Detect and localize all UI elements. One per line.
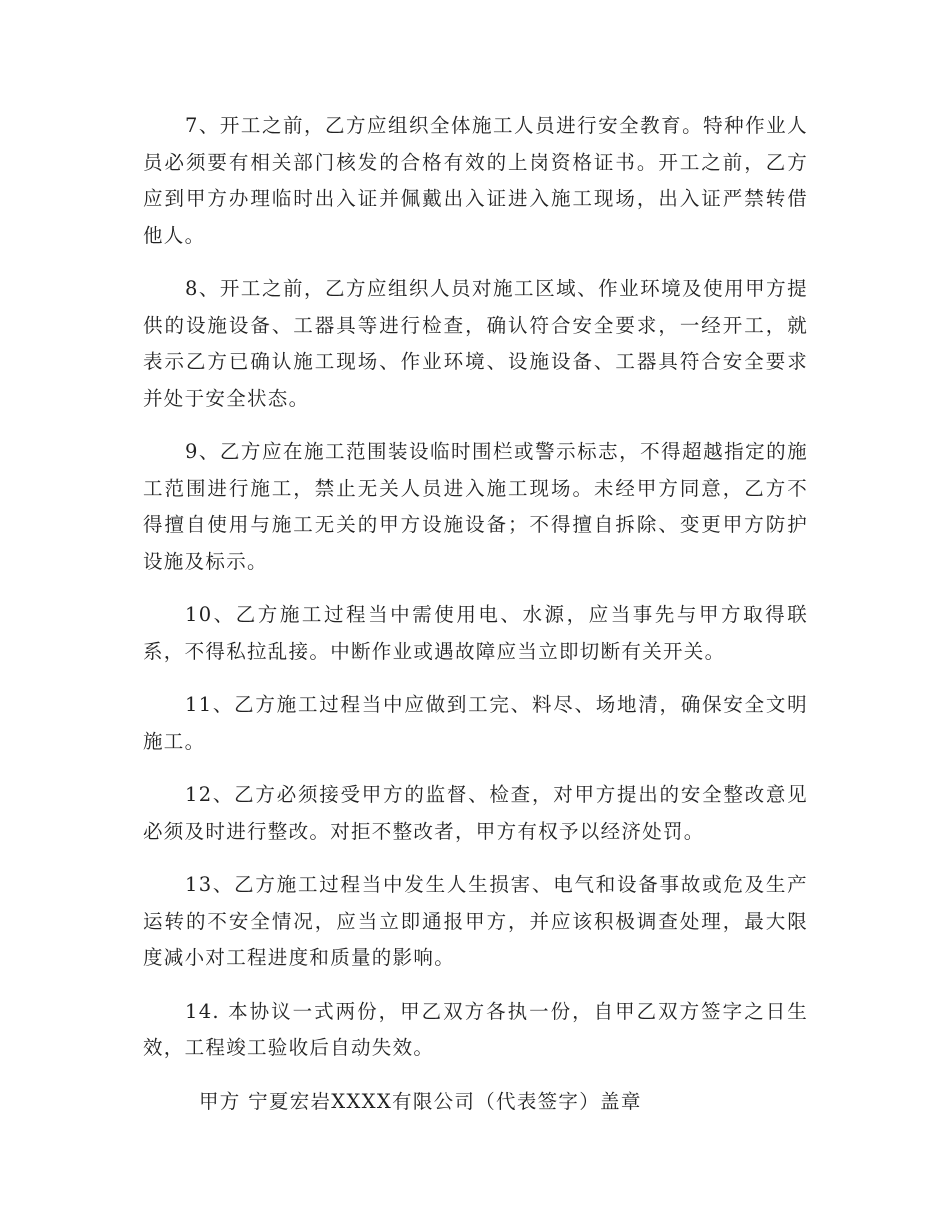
clause-13: 13、乙方施工过程当中发生人生损害、电气和设备事故或危及生产运转的不安全情况，应当立即通报甲方，并应该积极调查处理，最大限度减小对工程进度和质量的影响。: [143, 873, 808, 969]
clause-7: 7、开工之前，乙方应组织全体施工人员进行安全教育。特种作业人员必须要有相关部门核发的合格有效的上岗资格证书。开工之前，乙方应到甲方办理临时出入证并佩戴出入证进入施工现场，出入证严禁转借他人。: [143, 114, 808, 247]
clause-11: 11、乙方施工过程当中应做到工完、料尽、场地清，确保安全文明施工。: [143, 693, 808, 753]
document-body: [143, 108, 808, 1120]
clause-14: 14. 本协议一式两份，甲乙双方各执一份，自甲乙双方签字之日生效，工程竣工验收后自动失效。: [143, 999, 808, 1059]
clause-12: 12、乙方必须接受甲方的监督、检查，对甲方提出的安全整改意见必须及时进行整改。对拒不整改者，甲方有权予以经济处罚。: [143, 783, 808, 843]
clause-8: 8、开工之前，乙方应组织人员对施工区域、作业环境及使用甲方提供的设施设备、工器具等进行检查，确认符合安全要求，一经开工，就表示乙方已确认施工现场、作业环境、设施设备、工器具符合安全要求并处于安全状态。: [143, 277, 808, 410]
party-a-signature-line: 甲方 宁夏宏岩XXXX有限公司（代表签字）盖章: [199, 1089, 642, 1113]
clause-10: 10、乙方施工过程当中需使用电、水源，应当事先与甲方取得联系，不得私拉乱接。中断作业或遇故障应当立即切断有关开关。: [143, 603, 808, 663]
clause-9: 9、乙方应在施工范围装设临时围栏或警示标志，不得超越指定的施工范围进行施工，禁止无关人员进入施工现场。未经甲方同意，乙方不得擅自使用与施工无关的甲方设施设备；不得擅自拆除、变更甲方防护设施及标示。: [143, 440, 808, 573]
